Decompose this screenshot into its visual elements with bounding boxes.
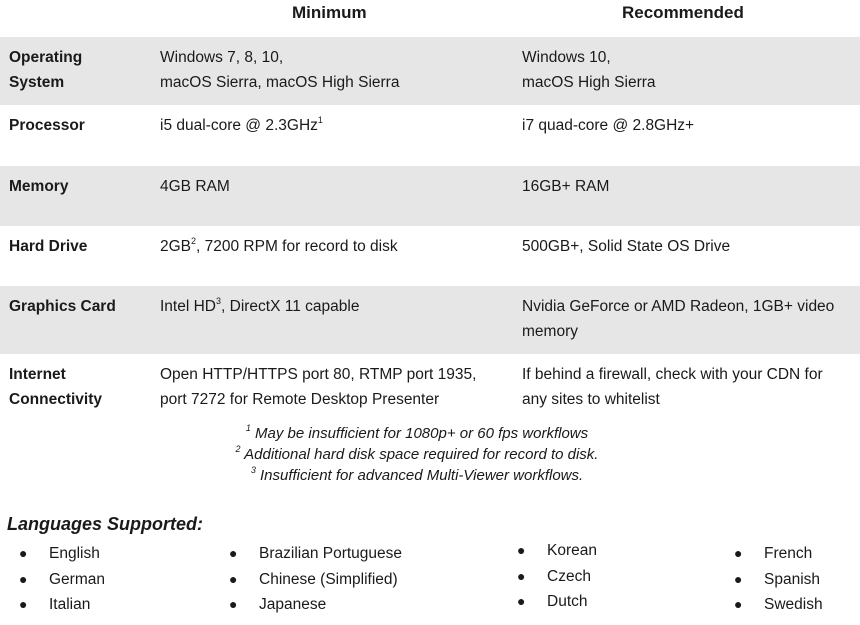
minimum-cell: $2GB^2$, 7200 RPM for record to disk xyxy=(160,235,398,255)
bullet-icon: ● xyxy=(229,570,238,587)
minimum-cell: Intel $HD^3$, DirectX 11 capable xyxy=(160,295,360,315)
row-label: Memory xyxy=(9,178,69,195)
footnote-2: $^2$ Additional hard disk space required for record to disk. xyxy=(235,444,599,463)
recommended-cell: Windows 10, macOS High Sierra xyxy=(522,49,656,91)
table-row-processor xyxy=(0,105,860,166)
row-label: Processor xyxy=(9,117,85,134)
bullet-icon: ● xyxy=(734,570,743,587)
footnote-ref: 2 xyxy=(191,235,197,246)
recommended-cell: Nvidia GeForce or AMD Radeon, 1GB+ video memory xyxy=(522,298,835,340)
footnote-ref: 3 xyxy=(216,295,222,306)
row-label: Hard Drive xyxy=(9,238,88,255)
bullet-icon: ● xyxy=(734,545,743,561)
recommended-cell: 16GB+ RAM xyxy=(522,178,610,195)
bullet-icon: ● xyxy=(517,593,526,609)
minimum-cell: Open HTTP/HTTPS port 80, RTMP port 1935, port 7272 for Remote Desktop Presenter xyxy=(160,366,477,408)
bullet-icon: ● xyxy=(19,596,28,612)
bullet-icon: ● xyxy=(517,542,526,558)
bullet-icon: ● xyxy=(517,567,526,584)
header-recommended: Recommended xyxy=(622,3,744,22)
footnote-3: $^3$ Insufficient for advanced Multi-Viewer workflows. xyxy=(250,465,584,484)
row-label: Operating System xyxy=(9,49,83,91)
minimum-cell: i5 dual-core @ 2.3GHz$^1$ xyxy=(160,114,323,134)
recommended-cell: 500GB+, Solid State OS Drive xyxy=(522,238,731,255)
bullet-icon: ● xyxy=(19,570,28,587)
footnote-ref: 1 xyxy=(317,114,323,125)
table-row-hard-drive xyxy=(0,226,860,286)
footnotes xyxy=(0,423,860,486)
bullet-icon: ● xyxy=(229,545,238,561)
minimum-cell: 4GB RAM xyxy=(160,178,230,195)
bullet-icon: ● xyxy=(229,596,238,612)
bullet-icon: ● xyxy=(19,545,28,561)
row-label: Graphics Card xyxy=(9,298,116,315)
table-row-operating-system xyxy=(0,37,860,105)
header-minimum: Minimum xyxy=(292,3,367,22)
languages-title: Languages Supported: xyxy=(7,514,204,534)
table-row-internet-connectivity xyxy=(0,354,860,422)
minimum-cell: Windows 7, 8, 10, macOS Sierra, macOS High Sierra xyxy=(160,49,400,91)
table-header xyxy=(0,0,860,36)
recommended-cell: i7 quad-core @ 2.8GHz+ xyxy=(522,117,695,134)
table-row-memory xyxy=(0,166,860,226)
footnote-1: $^1$ May be insufficient for 1080p+ or 60 fps workflows xyxy=(245,423,589,442)
table-row-graphics-card xyxy=(0,286,860,354)
requirements-table xyxy=(0,37,860,422)
recommended-cell: If behind a firewall, check with your CDN for any sites to whitelist xyxy=(522,366,823,408)
row-label: Internet Connectivity xyxy=(9,366,103,408)
bullet-icon: ● xyxy=(734,596,743,612)
